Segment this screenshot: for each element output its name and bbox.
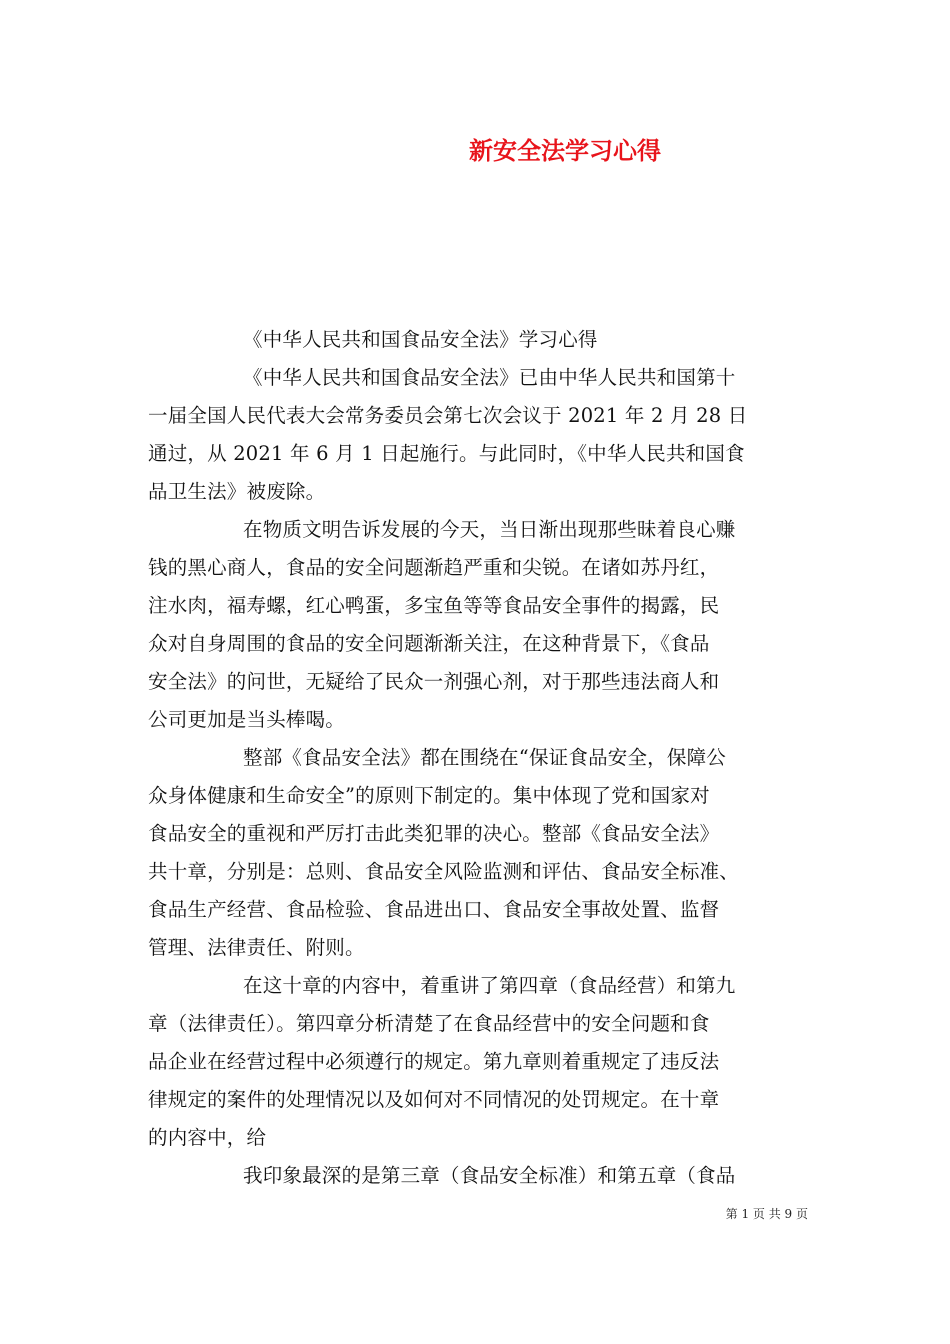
body-line: 食品安全的重视和严厉打击此类犯罪的决心。整部《食品安全法》: [148, 822, 720, 845]
body-line: 注水肉，福寿螺，红心鸭蛋，多宝鱼等等食品安全事件的揭露，民: [148, 594, 720, 617]
body-line: 安全法》的问世，无疑给了民众一剂强心剂，对于那些违法商人和: [148, 670, 720, 693]
body-line: 一届全国人民代表大会常务委员会第七次会议于 2021 年 2 月 28 日: [148, 404, 748, 427]
body-line: 品卫生法》被废除。: [148, 480, 326, 503]
body-line: 食品生产经营、食品检验、食品进出口、食品安全事故处置、监督: [148, 898, 720, 921]
body-line: 在这十章的内容中，着重讲了第四章（食品经营）和第九: [243, 974, 736, 997]
body-line: 我印象最深的是第三章（食品安全标准）和第五章（食品: [243, 1164, 736, 1187]
body-line: 整部《食品安全法》都在围绕在“保证食品安全，保障公: [243, 746, 726, 769]
body-line: 通过，从 2021 年 6 月 1 日起施行。与此同时，《中华人民共和国食: [148, 442, 745, 465]
body-line: 品企业在经营过程中必须遵行的规定。第九章则着重规定了违反法: [148, 1050, 720, 1073]
body-line: 共十章，分别是：总则、食品安全风险监测和评估、食品安全标准、: [148, 860, 740, 883]
body-line: 律规定的案件的处理情况以及如何对不同情况的处罚规定。在十章: [148, 1088, 720, 1111]
body-line: 管理、法律责任、附则。: [148, 936, 365, 959]
body-line: 章（法律责任）。第四章分析清楚了在食品经营中的安全问题和食: [148, 1012, 710, 1035]
body-line: 《中华人民共和国食品安全法》已由中华人民共和国第十: [243, 366, 736, 389]
body-line: 钱的黑心商人，食品的安全问题渐趋严重和尖锐。在诸如苏丹红，: [148, 556, 720, 579]
document-body: [148, 321, 808, 1195]
document-title: 新安全法学习心得: [469, 136, 661, 165]
body-line: 众身体健康和生命安全”的原则下制定的。集中体现了党和国家对: [148, 784, 710, 807]
body-line: 公司更加是当头棒喝。: [148, 708, 346, 731]
body-line: 《中华人民共和国食品安全法》学习心得: [243, 328, 598, 351]
body-line: 在物质文明告诉发展的今天，当日渐出现那些昧着良心赚: [243, 518, 736, 541]
body-line: 的内容中，给: [148, 1126, 267, 1149]
page-number-footer: 第 1 页 共 9 页: [725, 1207, 808, 1221]
body-line: 众对自身周围的食品的安全问题渐渐关注，在这种背景下，《食品: [148, 632, 710, 655]
